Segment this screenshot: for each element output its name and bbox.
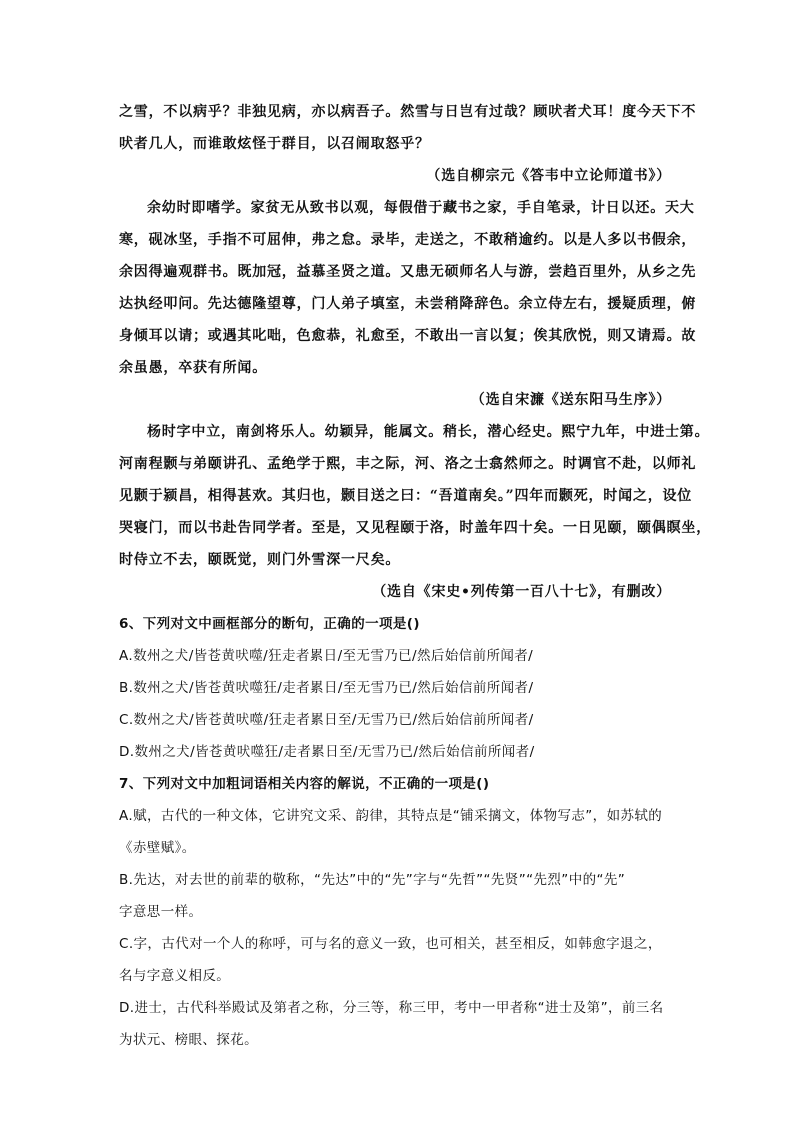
- question-7-option-a: A.赋，古代的一种文体，它讲究文采、韵律，其特点是“铺采摛文，体物写志”，如苏轼的: [119, 808, 663, 824]
- passage1-source: （选自柳宗元《答韦中立论师道书》）: [426, 168, 671, 184]
- passage2-line: 余因得遍观群书。既加冠，益慕圣贤之道。又患无硕师名人与游，尝趋百里外，从乡之先: [119, 264, 697, 280]
- question-7-option-a-cont: 《赤壁赋》。: [119, 840, 196, 856]
- passage2-line: 余虽愚，卒获有所闻。: [119, 360, 267, 376]
- passage2-line: 身倾耳以请；或遇其叱咄，色愈恭，礼愈至，不敢出一言以复；俟其欣悦，则又请焉。故: [119, 328, 697, 344]
- passage2-line: 达执经叩问。先达德隆望尊，门人弟子填室，未尝稍降辞色。余立侍左右，援疑质理，俯: [119, 296, 697, 312]
- question-6-option-b: B.数州之犬/皆苍黄吠噬狂/走者累日/至无雪乃已/然后始信前所闻者/: [119, 680, 534, 696]
- question-6-option-c: C.数州之犬/皆苍黄吠噬/狂走者累日至/无雪乃已/然后始信前所闻者/: [119, 712, 534, 728]
- question-6-stem: 6、下列对文中画框部分的断句，正确的一项是(): [119, 616, 420, 632]
- passage3-line: 哭寝门，而以书赴告同学者。至是，又见程颐于洛，时盖年四十矣。一日见颐，颐偶瞑坐，: [119, 520, 711, 536]
- passage2-source: （选自宋濂《送东阳马生序》）: [470, 392, 671, 408]
- passage1-line: 之雪，不以病乎？非独见病，亦以病吾子。然雪与日岂有过哉？顾吠者犬耳！度今天下不: [119, 104, 697, 120]
- question-7-option-b-cont: 字意思一样。: [119, 904, 203, 920]
- passage1-line: 吠者几人，而谁敢炫怪于群目，以召闹取怒乎？: [119, 136, 430, 152]
- passage2-line: 寒，砚冰坚，手指不可屈伸，弗之怠。录毕，走送之，不敢稍逾约。以是人多以书假余，: [119, 232, 697, 248]
- question-7-option-c: C.字，古代对一个人的称呼，可与名的意义一致，也可相关，甚至相反，如韩愈字退之，: [119, 936, 662, 952]
- passage3-source: （选自《宋史•列传第一百八十七》，有删改）: [372, 584, 671, 600]
- question-7-option-d-cont: 为状元、榜眼、探花。: [119, 1032, 258, 1048]
- question-7-stem: 7、下列对文中加粗词语相关内容的解说，不正确的一项是(): [119, 776, 490, 792]
- question-7-option-d: D.进士，古代科举殿试及第者之称，分三等，称三甲，考中一甲者称“进士及第”，前三名: [119, 1000, 664, 1016]
- question-6-option-a: A.数州之犬/皆苍黄吠噬/狂走者累日/至无雪乃已/然后始信前所闻者/: [119, 648, 534, 664]
- passage3-line: 杨时字中立，南剑将乐人。幼颖异，能属文。稍长，潜心经史。熙宁九年，中进士第。: [147, 424, 710, 440]
- question-7-option-b: B.先达，对去世的前辈的敬称，“先达”中的“先”字与“先哲”“先贤”“先烈”中的“先”: [119, 872, 626, 888]
- passage3-line: 河南程颢与弟颐讲孔、孟绝学于熙，丰之际，河、洛之士翕然师之。时调官不赴，以师礼: [119, 456, 697, 472]
- passage3-line: 时侍立不去，颐既觉，则门外雪深一尺矣。: [119, 552, 401, 568]
- passage3-line: 见颢于颍昌，相得甚欢。其归也，颢目送之曰：“吾道南矣。”四年而颢死，时闻之，设位: [119, 488, 693, 504]
- question-7-option-c-cont: 名与字意义相反。: [119, 968, 231, 984]
- passage2-line: 余幼时即嗜学。家贫无从致书以观，每假借于藏书之家，手自笔录，计日以还。天大: [147, 200, 695, 216]
- question-6-option-d: D.数州之犬/皆苍黄吠噬狂/走者累日至/无雪乃已/然后始信前所闻者/: [119, 744, 535, 760]
